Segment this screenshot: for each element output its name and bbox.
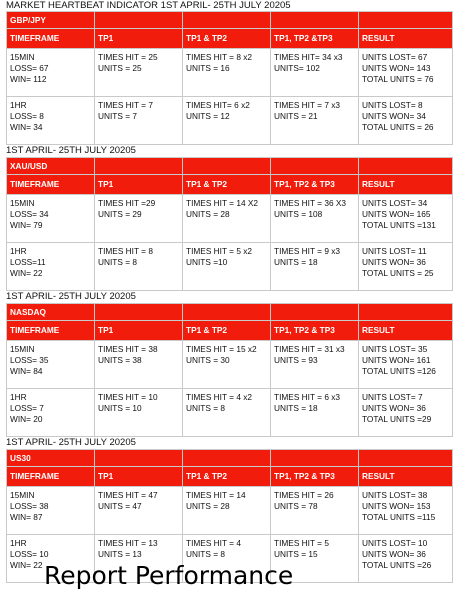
cell-line: LOSS=11	[10, 257, 46, 267]
column-header: TP1 & TP2	[183, 321, 271, 341]
column-header: TP1 & TP2	[183, 29, 271, 49]
instrument-name: NASDAQ	[7, 304, 95, 321]
cell-line: TIMES HIT = 5	[274, 538, 329, 548]
cell-line: TIMES HIT = 38	[98, 344, 158, 354]
cell-line: TOTAL UNITS = 25	[362, 268, 434, 278]
cell-line: UNITS LOST= 38	[362, 490, 428, 500]
cell-line: UNITS LOST= 35	[362, 344, 428, 354]
cell-result	[359, 195, 453, 243]
cell-line: UNITS WON= 36	[362, 403, 426, 413]
cell-tp123	[271, 389, 359, 437]
cell-line: UNITS = 21	[274, 111, 318, 121]
cell-line: TIMES HIT =29	[98, 198, 156, 208]
cell-tp12	[183, 195, 271, 243]
column-header: RESULT	[359, 321, 453, 341]
cell-line: UNITS = 28	[186, 501, 230, 511]
cell-line: TIMES HIT = 14 X2	[186, 198, 259, 208]
instrument-table-nasdaq	[6, 303, 453, 437]
cell-line: TOTAL UNITS =26	[362, 560, 432, 570]
column-header: RESULT	[359, 467, 453, 487]
cell-line: 1HR	[10, 100, 27, 110]
cell-line: TOTAL UNITS =131	[362, 220, 436, 230]
results-table	[6, 11, 453, 145]
cell-line: UNITS WON= 143	[362, 63, 431, 73]
cell-line: UNITS LOST= 67	[362, 52, 428, 62]
report-body	[0, 11, 453, 583]
cell-line: UNITS LOST= 7	[362, 392, 423, 402]
cell-line: WIN= 79	[10, 220, 43, 230]
cell-line: LOSS= 67	[10, 63, 49, 73]
results-table	[6, 303, 453, 437]
instrument-table-xau-usd	[6, 157, 453, 291]
column-header: TIMEFRAME	[7, 29, 95, 49]
cell-line: UNITS LOST= 10	[362, 538, 428, 548]
cell-line: UNITS LOST= 11	[362, 246, 427, 256]
title-blank-cell	[359, 158, 453, 175]
cell-line: UNITS = 10	[98, 403, 142, 413]
cell-tp12	[183, 487, 271, 535]
cell-timeframe	[7, 243, 95, 291]
cell-line: UNITS WON= 34	[362, 111, 426, 121]
title-blank-cell	[271, 12, 359, 29]
cell-tp123	[271, 243, 359, 291]
table-row	[7, 487, 453, 535]
title-blank-cell	[271, 304, 359, 321]
cell-result	[359, 243, 453, 291]
cell-line: 1HR	[10, 392, 27, 402]
cell-line: 1HR	[10, 246, 27, 256]
cell-line: UNITS = 28	[186, 209, 230, 219]
cell-tp12	[183, 243, 271, 291]
cell-line: LOSS= 34	[10, 209, 49, 219]
cell-line: UNITS = 18	[274, 403, 318, 413]
cell-line: TIMES HIT = 10	[98, 392, 158, 402]
table-row	[7, 341, 453, 389]
cell-tp1	[95, 195, 183, 243]
cell-line: TIMES HIT = 31 x3	[274, 344, 345, 354]
cell-line: TIMES HIT = 26	[274, 490, 334, 500]
cell-line: TOTAL UNITS = 26	[362, 122, 434, 132]
cell-tp12	[183, 389, 271, 437]
cell-line: UNITS = 25	[98, 63, 142, 73]
column-header: TP1	[95, 175, 183, 195]
cell-timeframe	[7, 97, 95, 145]
cell-tp12	[183, 49, 271, 97]
instrument-name: GBP/JPY	[7, 12, 95, 29]
cell-timeframe	[7, 341, 95, 389]
cell-line: UNITS = 7	[98, 111, 137, 121]
cell-line: TIMES HIT = 47	[98, 490, 158, 500]
column-header: TP1 & TP2	[183, 175, 271, 195]
cell-timeframe	[7, 195, 95, 243]
cell-line: WIN= 22	[10, 560, 43, 570]
cell-line: 15MIN	[10, 198, 35, 208]
cell-line: TIMES HIT = 4	[186, 538, 241, 548]
cell-line: UNITS = 38	[98, 355, 142, 365]
title-blank-cell	[183, 158, 271, 175]
cell-line: TIMES HIT = 4 x2	[186, 392, 253, 402]
cell-line: UNITS = 8	[186, 549, 225, 559]
cell-line: UNITS WON= 153	[362, 501, 431, 511]
cell-line: 1HR	[10, 538, 27, 548]
title-blank-cell	[95, 304, 183, 321]
cell-line: UNITS WON= 161	[362, 355, 431, 365]
instrument-table-gbp-jpy	[6, 11, 453, 145]
cell-line: UNITS = 16	[186, 63, 230, 73]
cell-line: WIN= 22	[10, 268, 43, 278]
cell-line: WIN= 87	[10, 512, 43, 522]
cell-line: LOSS= 35	[10, 355, 49, 365]
column-header: TP1, TP2 & TP3	[271, 175, 359, 195]
cell-line: UNITS = 78	[274, 501, 318, 511]
cell-timeframe	[7, 49, 95, 97]
section-date-line: 1ST APRIL- 25TH JULY 20205	[6, 291, 136, 302]
cell-tp1	[95, 341, 183, 389]
cell-tp123	[271, 49, 359, 97]
cell-line: UNITS = 30	[186, 355, 230, 365]
cell-line: LOSS= 8	[10, 111, 44, 121]
cell-result	[359, 97, 453, 145]
title-blank-cell	[95, 12, 183, 29]
cell-tp1	[95, 389, 183, 437]
cell-line: LOSS= 7	[10, 403, 44, 413]
cell-line: WIN= 34	[10, 122, 43, 132]
cell-line: UNITS WON= 165	[362, 209, 431, 219]
cell-line: WIN= 112	[10, 74, 47, 84]
cell-line: TOTAL UNITS = 76	[362, 74, 434, 84]
title-blank-cell	[183, 12, 271, 29]
cell-line: UNITS = 93	[274, 355, 318, 365]
column-header: TP1, TP2 &TP3	[271, 29, 359, 49]
cell-result	[359, 487, 453, 535]
cell-line: UNITS = 15	[274, 549, 318, 559]
cell-line: TIMES HIT = 6 x3	[274, 392, 341, 402]
report-caption: Report Performance	[44, 561, 294, 590]
column-header: TIMEFRAME	[7, 321, 95, 341]
cell-tp1	[95, 487, 183, 535]
cell-line: TIMES HIT = 8 x2	[186, 52, 253, 62]
cell-line: TIMES HIT= 34 x3	[274, 52, 343, 62]
column-header: TP1, TP2 & TP3	[271, 321, 359, 341]
cell-tp1	[95, 97, 183, 145]
cell-tp123	[271, 195, 359, 243]
title-blank-cell	[359, 304, 453, 321]
column-header: RESULT	[359, 29, 453, 49]
cell-tp12	[183, 341, 271, 389]
cell-line: WIN= 20	[10, 414, 43, 424]
cell-tp123	[271, 97, 359, 145]
cell-line: TIMES HIT = 14	[186, 490, 246, 500]
cell-line: TIMES HIT= 6 x2	[186, 100, 250, 110]
cell-line: 15MIN	[10, 490, 35, 500]
cell-line: TIMES HIT = 8	[98, 246, 153, 256]
cell-line: UNITS = 29	[98, 209, 142, 219]
cell-result	[359, 49, 453, 97]
section-date-line: 1ST APRIL- 25TH JULY 20205	[6, 437, 136, 448]
page-title: MARKET HEARTBEAT INDICATOR 1ST APRIL- 25TH JULY 20205	[6, 0, 291, 11]
column-header: TP1, TP2 & TP3	[271, 467, 359, 487]
cell-tp123	[271, 487, 359, 535]
column-header: TIMEFRAME	[7, 467, 95, 487]
column-header: TP1	[95, 29, 183, 49]
cell-line: TIMES HIT = 25	[98, 52, 158, 62]
results-table	[6, 157, 453, 291]
cell-line: TIMES HIT = 7	[98, 100, 153, 110]
cell-line: UNITS WON= 36	[362, 257, 426, 267]
title-blank-cell	[183, 304, 271, 321]
cell-line: UNITS = 8	[186, 403, 225, 413]
title-blank-cell	[359, 450, 453, 467]
table-row	[7, 49, 453, 97]
cell-line: 15MIN	[10, 52, 35, 62]
cell-line: UNITS = 18	[274, 257, 318, 267]
cell-line: LOSS= 38	[10, 501, 49, 511]
cell-line: LOSS= 10	[10, 549, 49, 559]
column-header: RESULT	[359, 175, 453, 195]
column-header: TP1 & TP2	[183, 467, 271, 487]
cell-tp1	[95, 49, 183, 97]
title-blank-cell	[95, 450, 183, 467]
cell-result	[359, 389, 453, 437]
cell-tp12	[183, 97, 271, 145]
cell-line: 15MIN	[10, 344, 35, 354]
column-header: TIMEFRAME	[7, 175, 95, 195]
cell-line: TIMES HIT = 9 x3	[274, 246, 341, 256]
cell-line: TOTAL UNITS =126	[362, 366, 436, 376]
cell-line: TIMES HIT = 7 x3	[274, 100, 341, 110]
cell-line: UNITS = 8	[98, 257, 137, 267]
table-row	[7, 195, 453, 243]
cell-line: UNITS =10	[186, 257, 228, 267]
table-row	[7, 389, 453, 437]
title-blank-cell	[95, 158, 183, 175]
column-header: TP1	[95, 321, 183, 341]
cell-line: TIMES HIT = 36 X3	[274, 198, 347, 208]
cell-timeframe	[7, 487, 95, 535]
cell-line: TIMES HIT = 15 x2	[186, 344, 257, 354]
cell-line: UNITS = 12	[186, 111, 230, 121]
instrument-name: XAU/USD	[7, 158, 95, 175]
title-blank-cell	[359, 12, 453, 29]
cell-line: UNITS LOST= 8	[362, 100, 423, 110]
cell-line: UNITS = 13	[98, 549, 142, 559]
cell-line: TOTAL UNITS =115	[362, 512, 436, 522]
cell-line: UNITS LOST= 34	[362, 198, 428, 208]
cell-line: TOTAL UNITS =29	[362, 414, 432, 424]
table-row	[7, 97, 453, 145]
cell-result	[359, 535, 453, 583]
title-blank-cell	[183, 450, 271, 467]
cell-line: UNITS WON= 36	[362, 549, 426, 559]
instrument-name: US30	[7, 450, 95, 467]
column-header: TP1	[95, 467, 183, 487]
cell-tp123	[271, 341, 359, 389]
cell-timeframe	[7, 389, 95, 437]
cell-line: TIMES HIT = 5 x2	[186, 246, 253, 256]
table-row	[7, 243, 453, 291]
title-blank-cell	[271, 450, 359, 467]
cell-line: WIN= 84	[10, 366, 43, 376]
cell-result	[359, 341, 453, 389]
cell-line: UNITS = 47	[98, 501, 142, 511]
cell-line: UNITS = 108	[274, 209, 323, 219]
cell-line: UNITS= 102	[274, 63, 320, 73]
title-blank-cell	[271, 158, 359, 175]
section-date-line: 1ST APRIL- 25TH JULY 20205	[6, 145, 136, 156]
cell-line: TIMES HIT = 13	[98, 538, 158, 548]
cell-tp1	[95, 243, 183, 291]
